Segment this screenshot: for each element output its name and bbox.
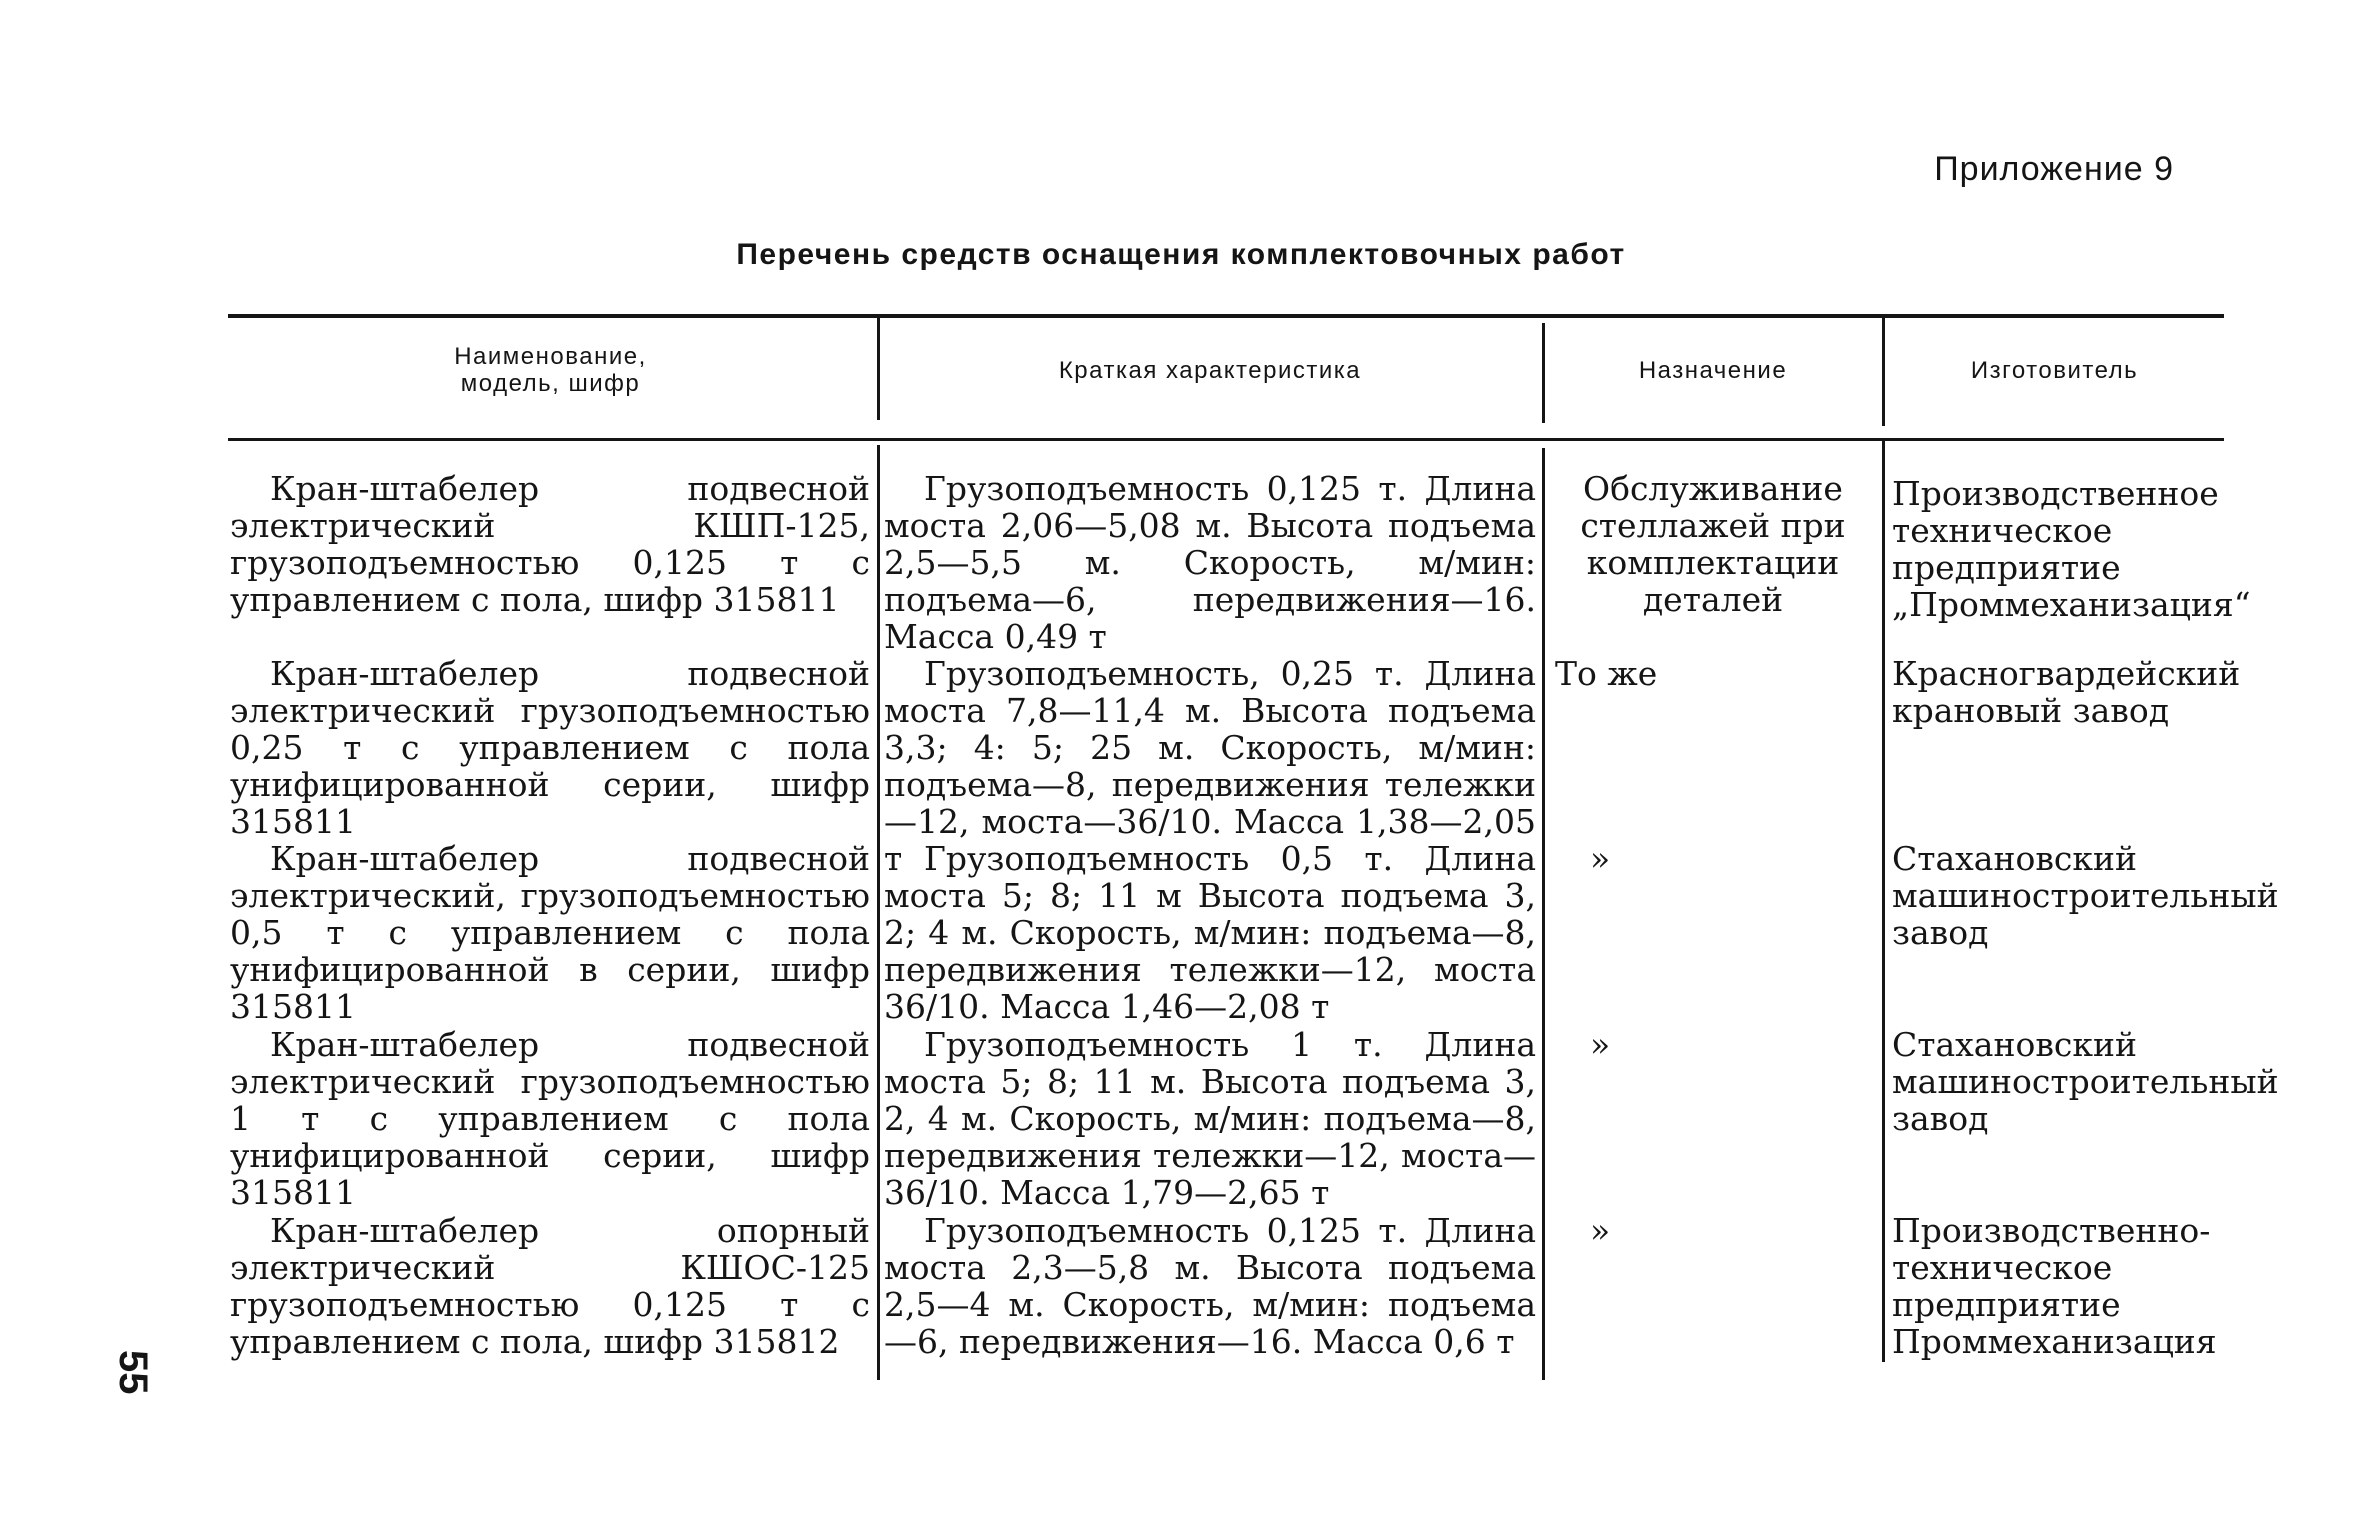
- row-1-manufacturer: Производственное техническое предприятие „Проммеханизация“: [1892, 474, 2251, 624]
- column-divider: [1882, 318, 1885, 426]
- column-header-characteristics: Краткая характеристика: [1058, 356, 1362, 384]
- row-4-purpose: »: [1590, 1025, 1611, 1064]
- row-1-characteristics: Грузоподъемность 0,125 т. Длина моста 2,06—5,08 м. Высота подъема 2,5—5,5 м. Скорость, м/мин: подъема—6, передвижения—16. Масса 0,49 т: [884, 469, 1536, 656]
- column-divider: [1542, 448, 1545, 1380]
- column-divider: [1542, 323, 1545, 423]
- column-header-purpose: Назначение: [1638, 356, 1788, 384]
- row-2-purpose: То же: [1555, 654, 1658, 693]
- column-header-manufacturer: Изготовитель: [1970, 356, 2139, 384]
- row-2-name: Кран-штабелер подвесной электрический грузоподъемностью 0,25 т с управлением с пола унифицированной серии, шифр 315811: [230, 654, 870, 841]
- page-number: 55: [111, 1350, 155, 1395]
- column-divider: [877, 315, 880, 420]
- column-header-name: Наименование, модель, шифр: [454, 343, 647, 397]
- row-2-manufacturer: Красногвардейский крановый завод: [1892, 654, 2241, 730]
- row-3-manufacturer: Стахановский машиностроительный завод: [1892, 839, 2279, 952]
- row-4-manufacturer: Стахановский машиностроительный завод: [1892, 1025, 2279, 1138]
- page-title: Перечень средств оснащения комплектовочных работ: [736, 238, 1626, 271]
- row-5-name: Кран-штабелер опорный электрический КШОС-125 грузоподъемностью 0,125 т с управлением с пола, шифр 315812: [230, 1211, 870, 1361]
- row-5-characteristics: Грузоподъемность 0,125 т. Длина моста 2,3—5,8 м. Высота подъема 2,5—4 м. Скорость, м/мин: подъема—6, передвижения—16. Масса 0,6 т: [884, 1211, 1536, 1361]
- appendix-label: Приложение 9: [1934, 150, 2174, 188]
- row-1-name: Кран-штабелер подвесной электрический КШП-125, грузоподъемностью 0,125 т с управлением с пола, шифр 315811: [230, 469, 870, 619]
- row-5-manufacturer: Производственно-техническое предприятие Проммеханизация: [1892, 1211, 2217, 1361]
- table-header-rule: [228, 438, 2224, 441]
- row-3-characteristics: Грузоподъемность 0,5 т. Длина моста 5; 8; 11 м Высота подъема 3, 2; 4 м. Скорость, м/мин: подъема—8, передвижения тележки—12, моста 36/10. Масса 1,46—2,08 т: [884, 839, 1536, 1026]
- row-5-purpose: »: [1590, 1211, 1611, 1250]
- row-2-characteristics: Грузоподъемность, 0,25 т. Длина моста 7,8—11,4 м. Высота подъема 3,3; 4: 5; 25 м. Скорость, м/мин: подъема—8, передвижения тележки—12, моста—36/10. Масса 1,38—2,05 т: [884, 654, 1536, 878]
- row-3-purpose: »: [1590, 839, 1611, 878]
- column-divider: [877, 445, 880, 1380]
- row-3-name: Кран-штабелер подвесной электрический, грузоподъемностью 0,5 т с управлением с пола унифицированной в серии, шифр 315811: [230, 839, 870, 1026]
- row-4-characteristics: Грузоподъемность 1 т. Длина моста 5; 8; 11 м. Высота подъема 3, 2, 4 м. Скорость, м/мин: подъема—8, передвижения тележки—12, моста—36/10. Масса 1,79—2,65 т: [884, 1025, 1536, 1212]
- column-divider: [1882, 440, 1885, 1362]
- row-1-purpose: Обслуживание стеллажей при комплектации деталей: [1580, 469, 1846, 619]
- row-4-name: Кран-штабелер подвесной электрический грузоподъемностью 1 т с управлением с пола унифицированной серии, шифр 315811: [230, 1025, 870, 1212]
